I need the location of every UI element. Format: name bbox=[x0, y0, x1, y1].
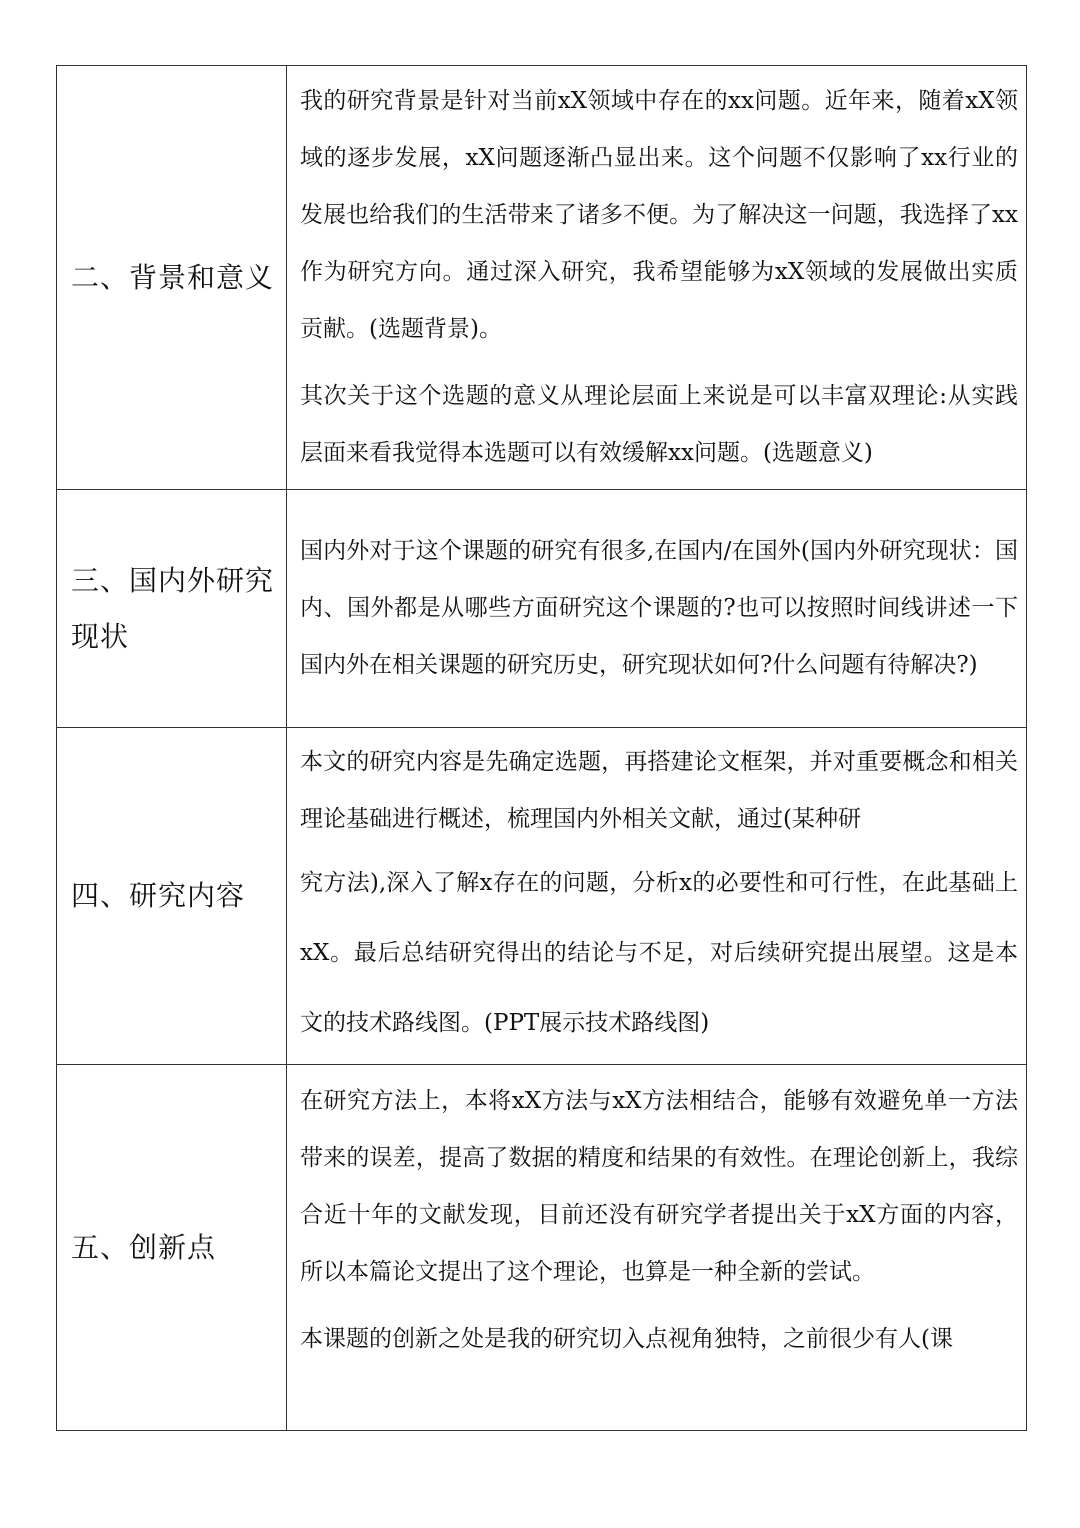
row-content-cell bbox=[287, 1065, 1027, 1431]
paragraph-research-content-2: 究方法),深入了解x存在的问题，分析x的必要性和可行性，在此基础上xX。最后总结研究得出的结论与不足，对后续研究提出展望。这是本文的技术路线图。(PPT展示技术路线图) bbox=[300, 870, 1018, 1036]
paragraph-significance: 其次关于这个选题的意义从理论层面上来说是可以丰富双理论:从实践层面来看我觉得本选题可以有效缓解xx问题。(选题意义) bbox=[300, 383, 1018, 466]
row-content-cell bbox=[287, 490, 1027, 728]
row-label-cell bbox=[57, 66, 287, 490]
table-row-innovation bbox=[57, 1065, 1027, 1431]
paragraph-background: 我的研究背景是针对当前xX领域中存在的xx问题。近年来，随着xX领域的逐步发展，xX问题逐渐凸显出来。这个问题不仅影响了xx行业的发展也给我们的生活带来了诸多不便。为了解决这一问题，我选择了xx作为研究方向。通过深入研究，我希望能够为xX领域的发展做出实质贡献。(选题背景)。 bbox=[300, 88, 1018, 342]
row-content-cell bbox=[287, 66, 1027, 490]
table-row-research-content bbox=[57, 728, 1027, 1065]
row-label-cell bbox=[57, 1065, 287, 1431]
section-label-research-content: 四、研究内容 bbox=[71, 879, 246, 912]
section-label-research-status: 三、国内外研究现状 bbox=[71, 563, 275, 653]
paragraph-research-content-1: 本文的研究内容是先确定选题，再搭建论文框架，并对重要概念和相关理论基础进行概述，梳理国内外相关文献，通过(某种研 bbox=[300, 749, 1018, 832]
proposal-table bbox=[56, 65, 1027, 1431]
paragraph-research-status: 国内外对于这个课题的研究有很多,在国内/在国外(国内外研究现状：国内、国外都是从哪些方面研究这个课题的?也可以按照时间线讲述一下国内外在相关课题的研究历史，研究现状如何?什么问题有待解决?) bbox=[300, 538, 1018, 678]
paragraph-innovation-perspective: 本课题的创新之处是我的研究切入点视角独特，之前很少有人(课 bbox=[300, 1326, 953, 1352]
section-label-innovation: 五、创新点 bbox=[71, 1230, 217, 1264]
row-label-cell bbox=[57, 490, 287, 728]
row-label-cell bbox=[57, 728, 287, 1065]
table-row-background bbox=[57, 66, 1027, 490]
paragraph-innovation-method: 在研究方法上，本将xX方法与xX方法相结合，能够有效避免单一方法带来的误差，提高了数据的精度和结果的有效性。在理论创新上，我综合近十年的文献发现，目前还没有研究学者提出关于xX方面的内容，所以本篇论文提出了这个理论，也算是一种全新的尝试。 bbox=[300, 1088, 1018, 1285]
row-content-cell bbox=[287, 728, 1027, 1065]
section-label-background: 二、背景和意义 bbox=[71, 260, 275, 294]
table-row-research-status bbox=[57, 490, 1027, 728]
